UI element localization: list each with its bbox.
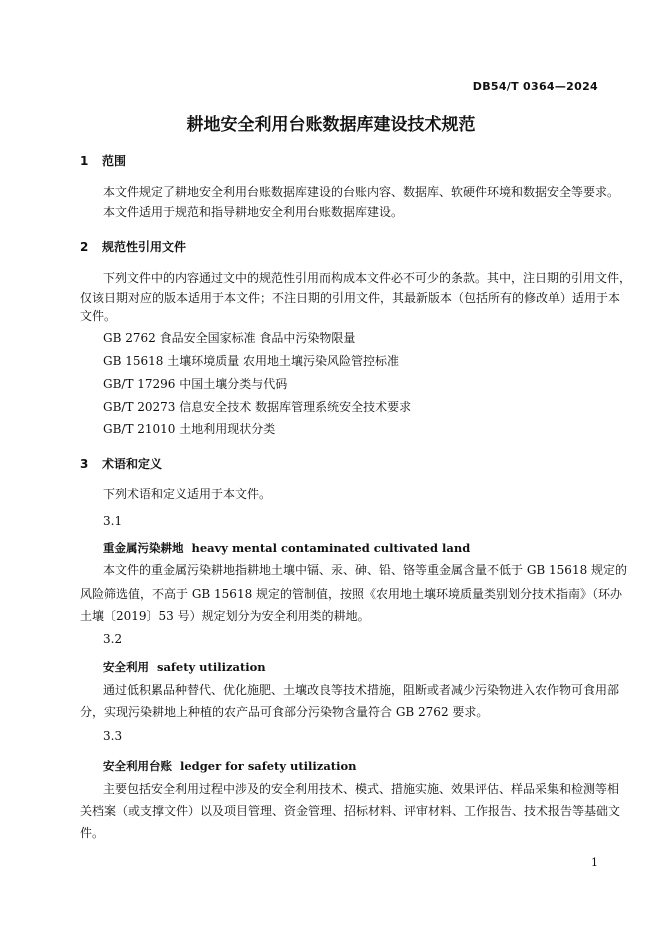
section-number: 2: [80, 240, 89, 254]
term-en: heavy mental contaminated cultivated land: [191, 541, 471, 555]
term-number: 3.3: [103, 729, 123, 743]
section-heading-references: [80, 238, 186, 255]
term-zh: 安全利用台账: [103, 759, 172, 773]
section-title: 术语和定义: [102, 457, 163, 471]
document-title: 耕地安全利用台账数据库建设技术规范: [186, 115, 476, 135]
term-definition-line: 本文件的重金属污染耕地指耕地土壤中镉、汞、砷、铅、铬等重金属含量不低于 GB 15618 规定的: [103, 563, 628, 577]
page-number: 1: [591, 856, 598, 869]
section-title: 规范性引用文件: [102, 240, 187, 254]
term-definition-line: 通过低积累品种替代、优化施肥、土壤改良等技术措施，阻断或者减少污染物进入农作物可食用部: [103, 683, 620, 697]
term-heading: [103, 758, 357, 774]
term-definition-line: 主要包括安全利用过程中涉及的安全利用技术、模式、措施实施、效果评估、样品采集和检测等相: [103, 782, 620, 796]
term-zh: 安全利用: [103, 660, 149, 674]
terms-intro: 下列术语和定义适用于本文件。: [103, 487, 272, 501]
term-heading: [103, 540, 470, 556]
section-title: 范围: [102, 154, 127, 168]
term-number: 3.2: [103, 632, 123, 646]
scope-paragraph-2: 本文件适用于规范和指导耕地安全利用台账数据库建设。: [103, 205, 404, 219]
term-en: safety utilization: [157, 660, 266, 674]
reference-item: GB 2762 食品安全国家标准 食品中污染物限量: [103, 331, 356, 345]
term-definition-line: 关档案（或支撑文件）以及项目管理、资金管理、招标材料、评审材料、工作报告、技术报告等基础文: [80, 804, 621, 818]
scope-paragraph-1: 本文件规定了耕地安全利用台账数据库建设的台账内容、数据库、软硬件环境和数据安全等要求。: [103, 185, 620, 199]
section-number: 1: [80, 154, 89, 168]
section-heading-scope: [80, 152, 126, 169]
section-heading-terms: [80, 455, 162, 472]
term-heading: [103, 659, 266, 675]
term-zh: 重金属污染耕地: [103, 541, 184, 555]
term-definition-line: 件。: [80, 826, 105, 840]
refs-intro-line: 仅该日期对应的版本适用于本文件；不注日期的引用文件，其最新版本（包括所有的修改单）适用于本: [80, 291, 621, 305]
term-definition-line: 土壤〔2019〕53 号）规定划分为安全利用类的耕地。: [80, 609, 370, 623]
refs-intro-line: 文件。: [80, 309, 117, 323]
reference-item: GB/T 20273 信息安全技术 数据库管理系统安全技术要求: [103, 400, 412, 414]
standard-code: DB54/T 0364—2024: [472, 80, 598, 93]
reference-item: GB/T 17296 中国土壤分类与代码: [103, 377, 288, 391]
reference-item: GB/T 21010 土地利用现状分类: [103, 422, 276, 436]
term-number: 3.1: [103, 514, 123, 528]
term-definition-line: 分，实现污染耕地上种植的农产品可食部分污染物含量符合 GB 2762 要求。: [80, 705, 489, 719]
reference-item: GB 15618 土壤环境质量 农用地土壤污染风险管控标准: [103, 354, 400, 368]
term-en: ledger for safety utilization: [180, 759, 357, 773]
refs-intro-line: 下列文件中的内容通过文中的规范性引用而构成本文件必不可少的条款。其中，注日期的引用文件，: [103, 271, 632, 285]
section-number: 3: [80, 457, 89, 471]
term-definition-line: 风险筛选值，不高于 GB 15618 规定的管制值，按照《农用地土壤环境质量类别划分技术指南》（环办: [80, 587, 623, 601]
